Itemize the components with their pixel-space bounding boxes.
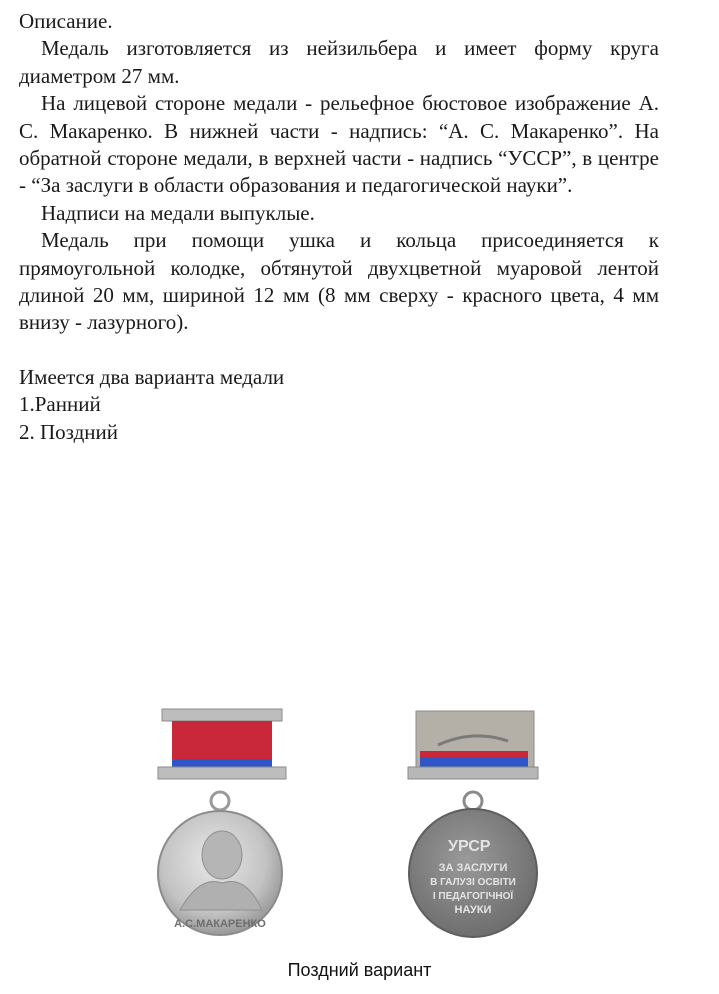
variants-title: Имеется два варианта медали [19,364,285,389]
front-inscription: А.С.МАКАРЕНКО [174,918,266,930]
back-inscription-top: УРСР [448,838,491,855]
back-inscription-line-2: В ГАЛУЗІ ОСВІТИ [430,877,516,888]
description-text [19,8,659,446]
ribbon-red [172,721,272,759]
paragraph-ribbon: Медаль при помощи ушка и кольца присоединяется к прямоугольной колодке, обтянутой двухцветной муаровой лентой длиной 20 мм, шириной 12 мм (8 мм сверху - красного цвета, 4 мм внизу - лазурного). [19,228,659,335]
paragraph-obverse-reverse: На лицевой стороне медали - рельефное бюстовое изображение А. С. Макаренко. В нижней части - надпись: “А. С. Макаренко”. На обратной стороне медали, в верхней части - надпись “УССР”, в центре - “За заслуги в области образования и педагогической науки”. [19,91,659,198]
paragraph-inscriptions: Надписи на медали выпуклые. [41,200,315,225]
image-caption: Поздний вариант [287,960,432,980]
heading: Описание. [19,9,113,33]
medal-front-image [150,705,290,945]
variant-late: 2. Поздний [19,419,118,444]
back-inscription-line-1: ЗА ЗАСЛУГИ [438,862,508,874]
back-inscription-line-4: НАУКИ [454,904,492,916]
variant-early: 1.Ранний [19,392,101,417]
medal-back-image [398,705,548,945]
paragraph-material: Медаль изготовляется из нейзильбера и имеет форму круга диаметром 27 мм. [19,36,659,88]
back-inscription-line-3: І ПЕДАГОГІЧНОЇ [432,891,514,902]
